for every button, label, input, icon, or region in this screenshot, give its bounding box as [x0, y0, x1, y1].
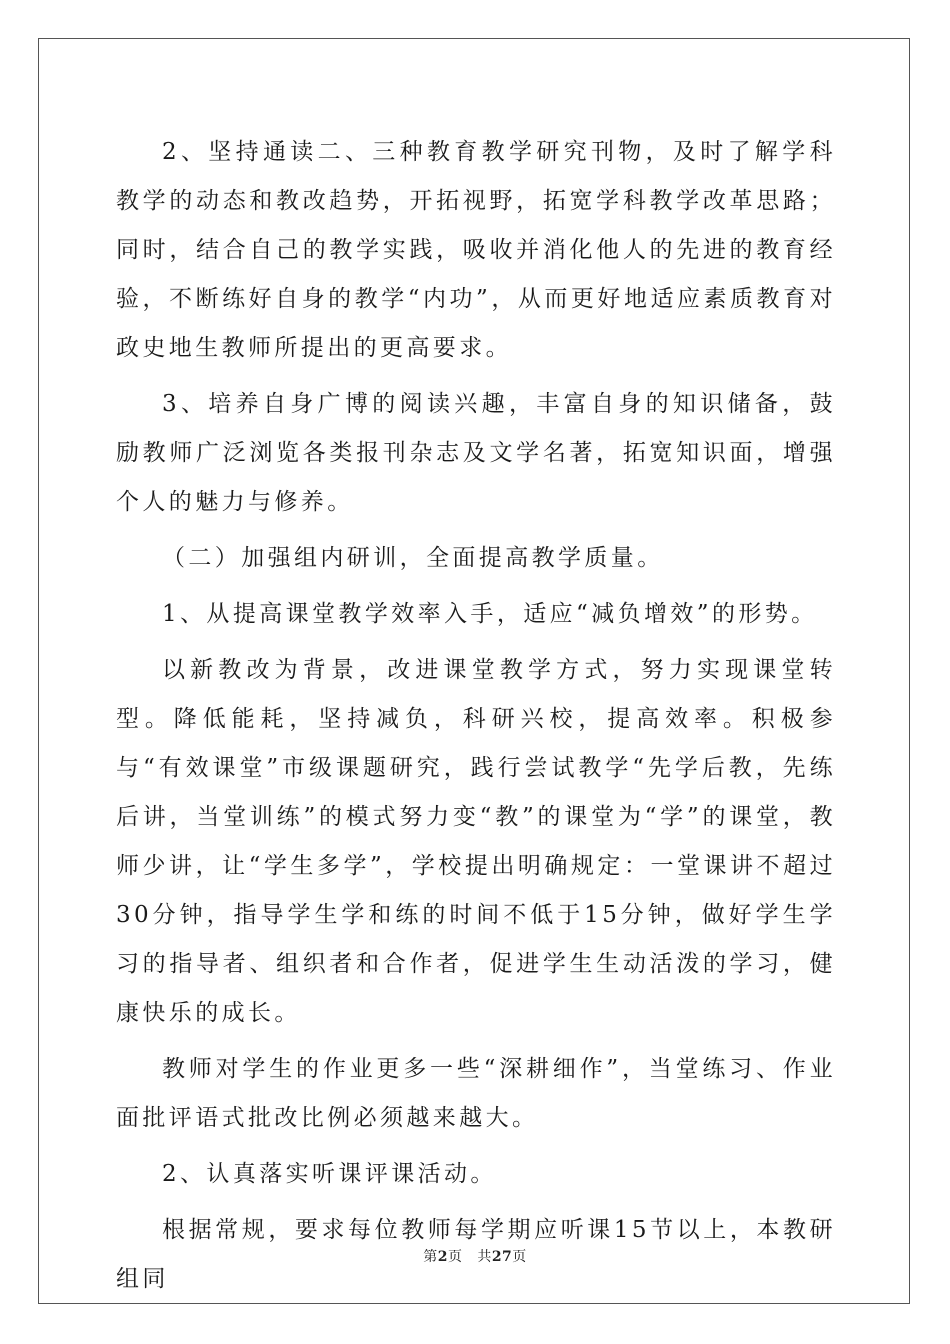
current-page-number: 2 [437, 1249, 448, 1265]
paragraph-2: 3、培养自身广博的阅读兴趣，丰富自身的知识储备，鼓励教师广泛浏览各类报刊杂志及文学名著，拓宽知识面，增强个人的魅力与修养。 [116, 391, 836, 515]
paragraph-3: 1、从提高课堂教学效率入手，适应“减负增效”的形势。 [162, 601, 818, 627]
paragraph-6: 2、认真落实听课评课活动。 [162, 1161, 497, 1187]
paragraph-7: 根据常规，要求每位教师每学期应听课15节以上，本教研组同 [116, 1217, 836, 1292]
total-suffix: 页 [512, 1249, 527, 1265]
page-number-footer [0, 1246, 950, 1266]
document-body [116, 128, 836, 1311]
total-pages-number: 27 [491, 1249, 513, 1265]
page-prefix: 第 [423, 1249, 438, 1265]
page-suffix: 页 [447, 1249, 463, 1265]
paragraph-5: 教师对学生的作业更多一些“深耕细作”，当堂练习、作业面批评语式批改比例必须越来越大。 [116, 1056, 836, 1131]
paragraph-1: 2、坚持通读二、三种教育教学研究刊物，及时了解学科教学的动态和教改趋势，开拓视野，拓宽学科教学改革思路；同时，结合自己的教学实践，吸收并消化他人的先进的教育经验，不断练好自身的教学“内功”，从而更好地适应素质教育对政史地生教师所提出的更高要求。 [116, 139, 836, 361]
section-heading: （二）加强组内研训，全面提高教学质量。 [162, 545, 664, 571]
total-prefix: 共 [477, 1249, 492, 1265]
paragraph-4: 以新教改为背景，改进课堂教学方式，努力实现课堂转型。降低能耗，坚持减负，科研兴校，提高效率。积极参与“有效课堂”市级课题研究，践行尝试教学“先学后教，先练后讲，当堂训练”的模式努力变“教”的课堂为“学”的课堂，教师少讲，让“学生多学”，学校提出明确规定：一堂课讲不超过30分钟，指导学生学和练的时间不低于15分钟，做好学生学习的指导者、组织者和合作者，促进学生生动活泼的学习，健康快乐的成长。 [116, 657, 836, 1026]
